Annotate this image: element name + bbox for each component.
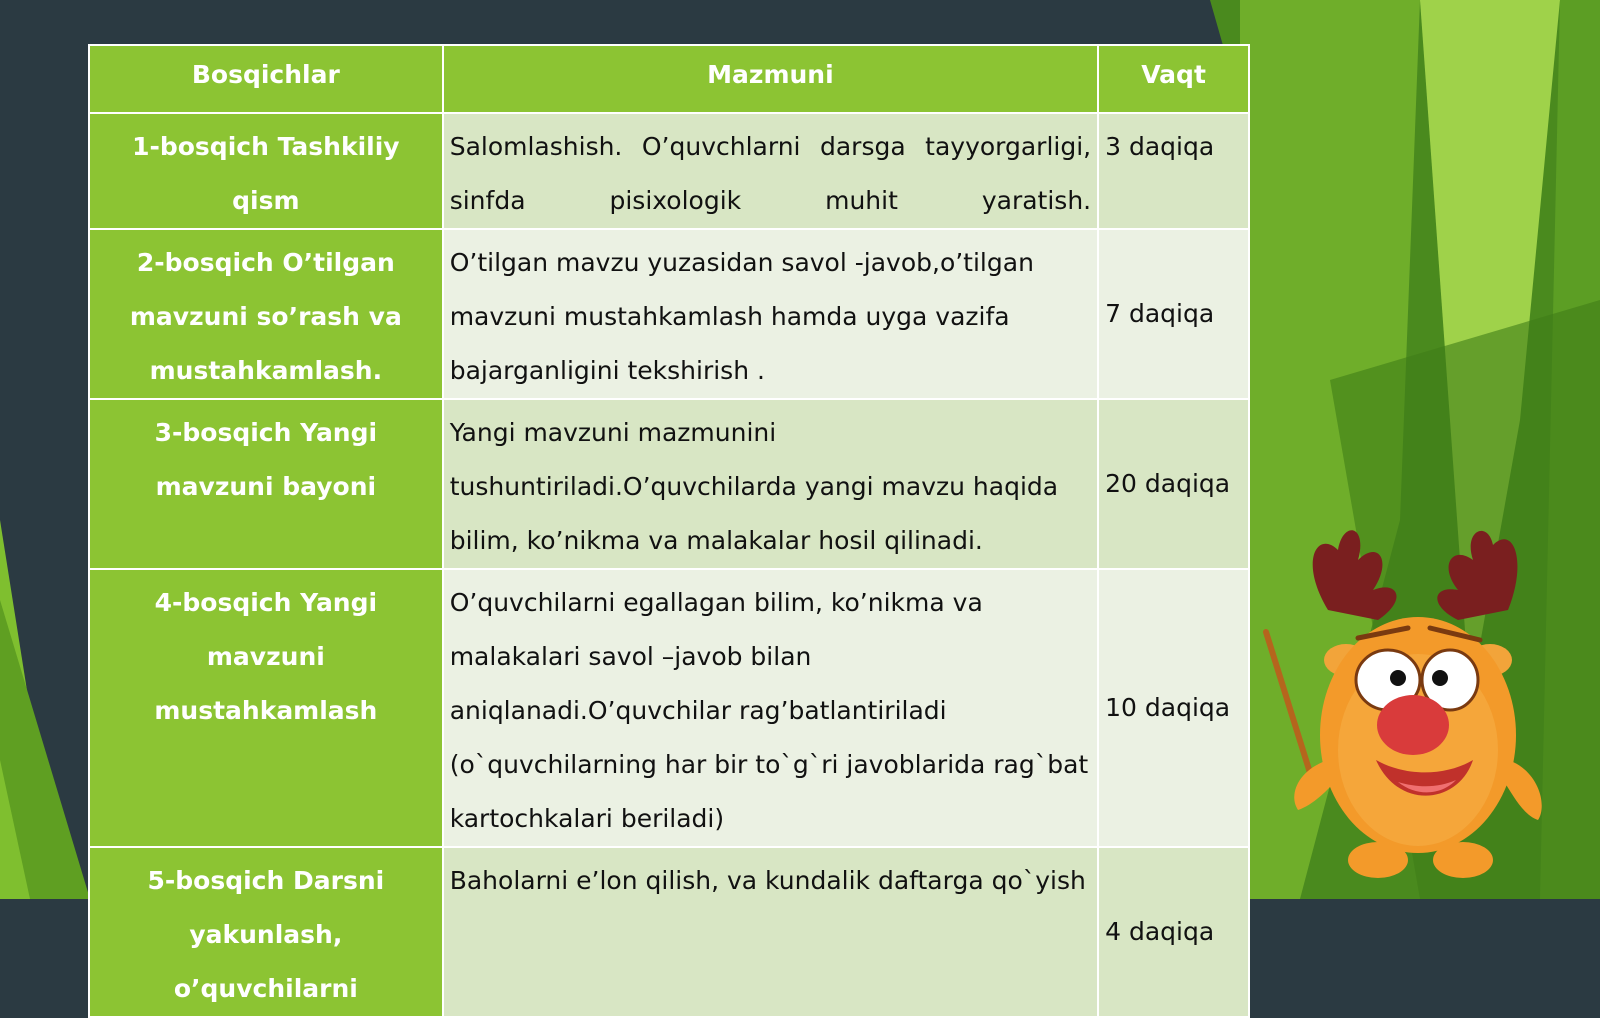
content-cell: O’tilgan mavzu yuzasidan savol -javob,o’tilgan mavzuni mustahkamlash hamda uyga vazifa bajarganligini tekshirish . <box>443 229 1098 399</box>
stage-cell: 2-bosqich O’tilgan mavzuni so’rash va mustahkamlash. <box>89 229 443 399</box>
header-content: Mazmuni <box>443 45 1098 113</box>
time-cell: 3 daqiqa <box>1098 113 1249 229</box>
table-row <box>89 113 1249 229</box>
content-cell: Salomlashish. O’quvchlarni darsga tayyorgarligi, sinfda pisixologik muhit yaratish. <box>443 113 1098 229</box>
stage-cell: 4-bosqich Yangi mavzuni mustahkamlash <box>89 569 443 847</box>
stage-cell: 1-bosqich Tashkiliy qism <box>89 113 443 229</box>
lesson-stages-table <box>88 44 1250 1018</box>
time-cell: 4 daqiqa <box>1098 847 1249 1017</box>
content-cell: Yangi mavzuni mazmunini tushuntiriladi.O’quvchilarda yangi mavzu haqida bilim, ko’nikma va malakalar hosil qilinadi. <box>443 399 1098 569</box>
time-cell: 7 daqiqa <box>1098 229 1249 399</box>
deer-mascot-illustration <box>1258 520 1588 899</box>
content-cell: O’quvchilarni egallagan bilim, ko’nikma va malakalari savol –javob bilan aniqlanadi.O’quvchilar rag’batlantiriladi (o`quvchilarning har bir to`g`ri javoblarida rag`bat kartochkalari beriladi) <box>443 569 1098 847</box>
table-header-row <box>89 45 1249 113</box>
content-cell: Baholarni e’lon qilish, va kundalik daftarga qo`yish <box>443 847 1098 1017</box>
table-row <box>89 399 1249 569</box>
table-row <box>89 847 1249 1017</box>
stage-cell: 5-bosqich Darsni yakunlash, o’quvchilarni <box>89 847 443 1017</box>
table-row <box>89 569 1249 847</box>
stage-cell: 3-bosqich Yangi mavzuni bayoni <box>89 399 443 569</box>
time-cell: 20 daqiqa <box>1098 399 1249 569</box>
table-row <box>89 229 1249 399</box>
header-stages: Bosqichlar <box>89 45 443 113</box>
time-cell: 10 daqiqa <box>1098 569 1249 847</box>
header-time: Vaqt <box>1098 45 1249 113</box>
